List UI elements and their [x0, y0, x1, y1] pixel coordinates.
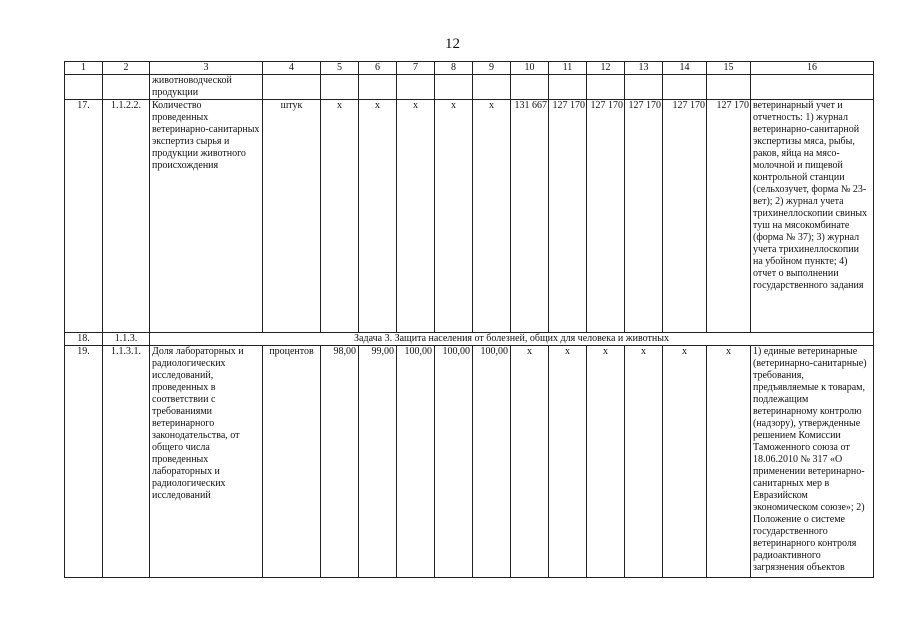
value-cell: x	[435, 100, 473, 333]
column-number: 10	[511, 62, 549, 75]
row-number: 18.	[65, 333, 103, 346]
value-cell: x	[625, 346, 663, 578]
source-note: 1) единые ветеринарные (ветеринарно-санитарные) требования, предъявляемые к товарам, подлежащим ветеринарному контролю (надзору), утвержденные решением Комиссии Таможенного союза от 18.06.2010 № 317 «О применении ветеринарно-санитарных мер в Евразийском экономическом союзе»; 2) Положение о системе государственного ветеринарного контроля радиоактивного загрязнения объектов	[751, 346, 874, 578]
value-cell: 131 667	[511, 100, 549, 333]
column-number: 8	[435, 62, 473, 75]
column-number: 4	[263, 62, 321, 75]
row-code: 1.1.2.2.	[103, 100, 150, 333]
value-cell: 127 170	[707, 100, 751, 333]
value-cell: 100,00	[435, 346, 473, 578]
row-number: 17.	[65, 100, 103, 333]
table-row-continuation	[65, 75, 874, 100]
task-heading: Задача 3. Защита населения от болезней, общих для человека и животных	[150, 333, 874, 346]
unit: штук	[263, 100, 321, 333]
row-number: 19.	[65, 346, 103, 578]
column-number: 7	[397, 62, 435, 75]
value-cell: x	[359, 100, 397, 333]
source-note: ветеринарный учет и отчетность: 1) журнал ветеринарно-санитарной экспертизы мяса, рыбы, раков, яйца на мясо-молочной и пищевой контрольной станции (сельхозучет, форма № 23-вет); 2) журнал учета трихинеллоскопии свиных туш на мясокомбинате (форма № 37); 3) журнал учета трихинеллоскопии на убойном пункте; 4) отчет о выполнении государственного задания	[751, 100, 874, 333]
column-number: 14	[663, 62, 707, 75]
value-cell: 99,00	[359, 346, 397, 578]
column-number: 16	[751, 62, 874, 75]
indicator-name: Доля лабораторных и радиологических исследований, проведенных в соответствии с требованиями ветеринарного законодательства, от общего числа проведенных лабораторных и радиологических исследований	[150, 346, 263, 578]
column-number: 5	[321, 62, 359, 75]
value-cell: 127 170	[587, 100, 625, 333]
column-number: 11	[549, 62, 587, 75]
row-code: 1.1.3.	[103, 333, 150, 346]
column-number: 2	[103, 62, 150, 75]
indicator-name: Количество проведенных ветеринарно-санитарных экспертиз сырья и продукции животного происхождения	[150, 100, 263, 333]
value-cell: x	[321, 100, 359, 333]
indicator-name: животноводческой продукции	[150, 75, 263, 100]
value-cell: x	[511, 346, 549, 578]
table-row	[65, 346, 874, 578]
value-cell: 127 170	[663, 100, 707, 333]
value-cell: x	[397, 100, 435, 333]
value-cell: 100,00	[473, 346, 511, 578]
value-cell: x	[473, 100, 511, 333]
page-number: 12	[445, 36, 460, 52]
column-number: 3	[150, 62, 263, 75]
column-number: 15	[707, 62, 751, 75]
value-cell: x	[549, 346, 587, 578]
unit: процентов	[263, 346, 321, 578]
value-cell: 127 170	[549, 100, 587, 333]
value-cell: 100,00	[397, 346, 435, 578]
table-row	[65, 100, 874, 333]
value-cell: x	[707, 346, 751, 578]
indicators-table	[64, 61, 874, 578]
value-cell: 127 170	[625, 100, 663, 333]
value-cell: x	[663, 346, 707, 578]
value-cell: 98,00	[321, 346, 359, 578]
table-row-task	[65, 333, 874, 346]
column-number: 1	[65, 62, 103, 75]
column-number: 9	[473, 62, 511, 75]
column-number: 12	[587, 62, 625, 75]
column-number: 6	[359, 62, 397, 75]
value-cell: x	[587, 346, 625, 578]
row-code: 1.1.3.1.	[103, 346, 150, 578]
column-number: 13	[625, 62, 663, 75]
column-number-row	[65, 62, 874, 75]
